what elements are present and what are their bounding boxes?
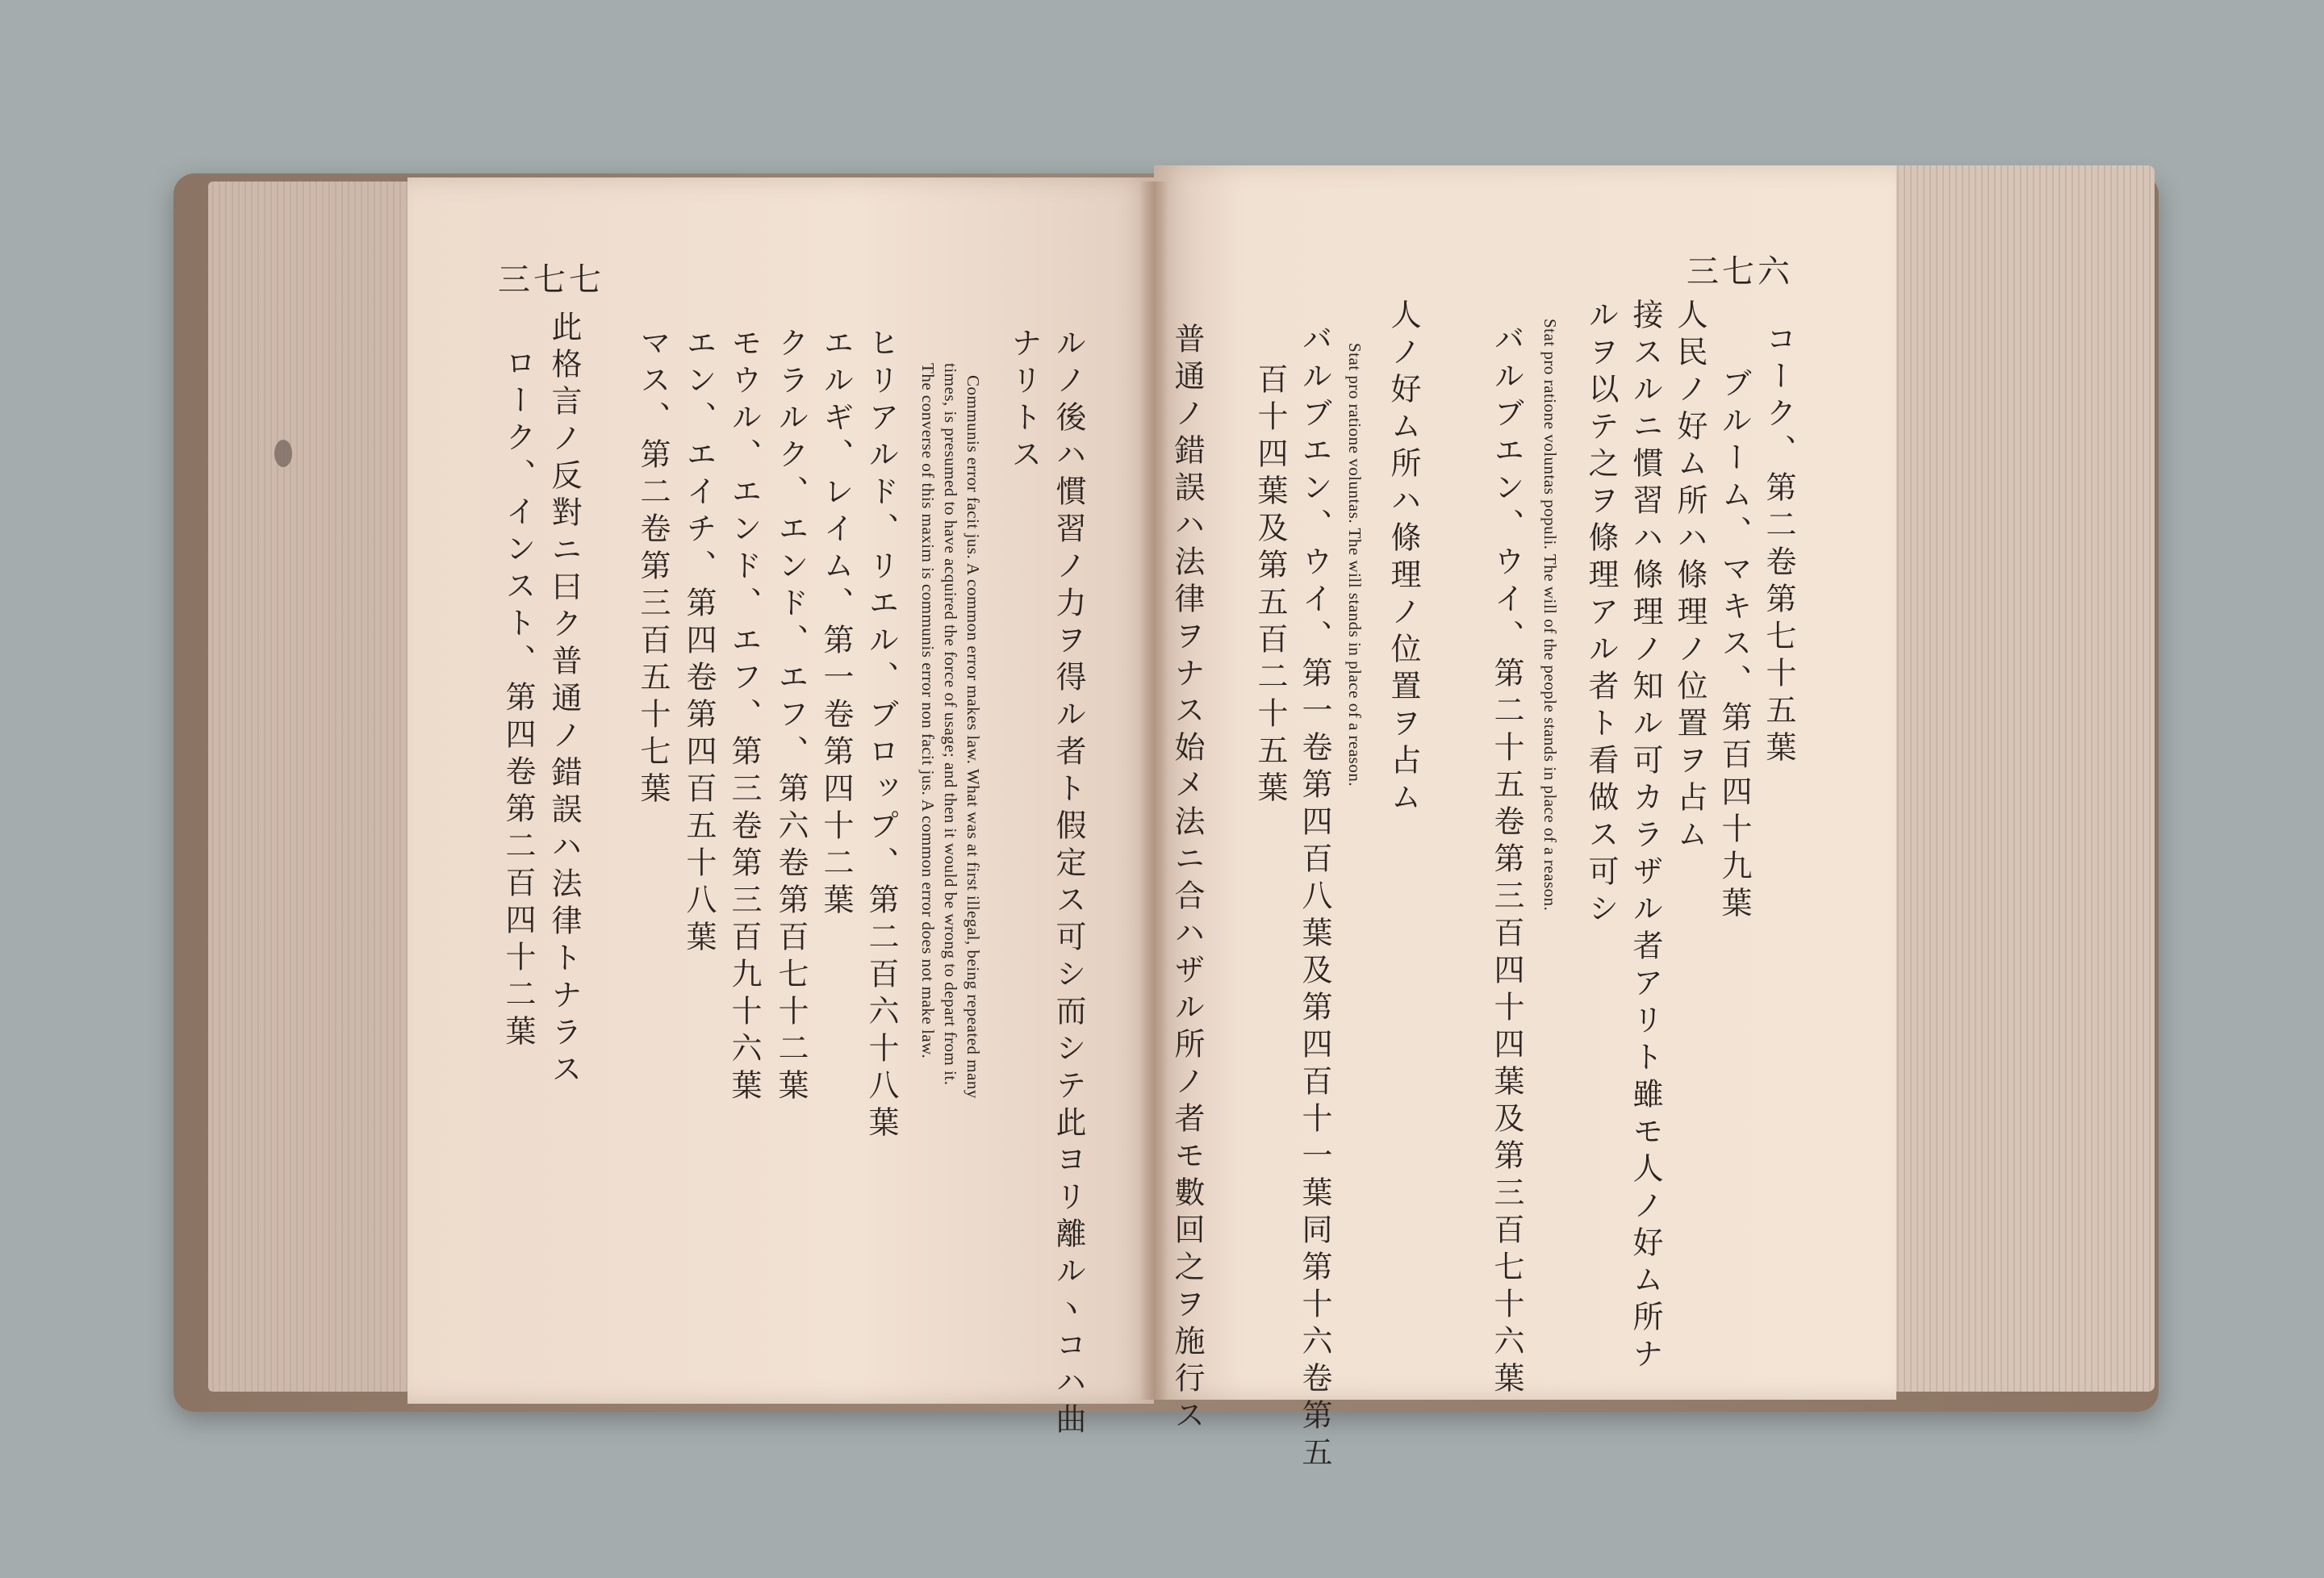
left-col-10: エン、エイチ、第四卷第四百五十八葉 — [681, 327, 717, 958]
left-col-1: ルノ後ハ慣習ノ力ヲ得ル者ト假定ス可シ而シテ此ヨリ離ルヽコハ曲 — [1051, 327, 1086, 1440]
right-col-7: バルブエン、ウイ、第二十五卷第三百四十四葉及第三百七十六葉 — [1489, 323, 1524, 1399]
left-col-12: 此格言ノ反對ニ曰ク普通ノ錯誤ハ法律トナラス — [546, 311, 582, 1090]
left-page-number: 三七七 — [498, 261, 604, 298]
left-col-3: Communis error facit jus. A common error makes law. What was at first illegal, being repeated many — [963, 375, 983, 1099]
left-col-7: エルギ、レイム、第一卷第四十二葉 — [818, 327, 854, 920]
right-col-4: 接スルニ慣習ハ條理ノ知ル可カラザル者アリト雖モ人ノ好ム所ナ — [1628, 298, 1663, 1375]
left-col-5: The converse of this maxim is communis error non facit jus. A common error does not make law. — [918, 363, 938, 1059]
right-col-9: Stat pro ratione voluntas. The will stands in place of a reason. — [1345, 343, 1365, 787]
right-col-5: ルヲ以テ之ヲ條理アル者ト看做ス可シ — [1583, 298, 1619, 929]
right-col-11: 百十四葉及第五百二十五葉 — [1252, 363, 1288, 808]
right-col-12: 普通ノ錯誤ハ法律ヲナス始メ法ニ合ハザル所ノ者モ數回之ヲ施行ス — [1169, 323, 1205, 1436]
left-col-8: クラルク、エンド、エフ、第六卷第百七十二葉 — [773, 327, 809, 1106]
right-col-3: 人民ノ好ム所ハ條理ノ位置ヲ占ム — [1672, 298, 1707, 855]
left-page — [408, 177, 1154, 1440]
right-page — [1154, 165, 1896, 1473]
left-col-2: ナリトス — [1006, 327, 1042, 475]
left-col-6: ヒリアルド、リエル、ブロップ、第二百六十八葉 — [863, 327, 899, 1143]
left-page-edges — [208, 182, 418, 1392]
page-stain — [274, 440, 292, 467]
left-col-9: モウル、エンド、エフ、第三卷第三百九十六葉 — [726, 327, 762, 1106]
book-gutter — [1139, 182, 1168, 1400]
left-col-13: ローク、インスト、第四卷第二百四十二葉 — [500, 347, 536, 1052]
right-col-1: コーク、第二卷第七十五葉 — [1761, 323, 1796, 768]
left-col-4: times, is presumed to have acquired the force of usage; and then it would be wrong to depart from it. — [941, 363, 960, 1086]
right-col-2: ブルーム、マキス、第百四十九葉 — [1716, 367, 1752, 924]
right-page-number: 三七六 — [1687, 253, 1793, 290]
right-col-8: 人ノ好ム所ハ條理ノ位置ヲ占ム — [1386, 298, 1421, 818]
right-col-10: バルブエン、ウイ、第一卷第四百八葉及第四百十一葉同第十六卷第五 — [1297, 323, 1332, 1473]
right-page-edges — [1880, 165, 2155, 1392]
right-col-6: Stat pro ratione voluntas populi. The will of the people stands in place of a reason. — [1540, 319, 1560, 912]
left-col-11: マス、第二卷第三百五十七葉 — [635, 327, 671, 809]
